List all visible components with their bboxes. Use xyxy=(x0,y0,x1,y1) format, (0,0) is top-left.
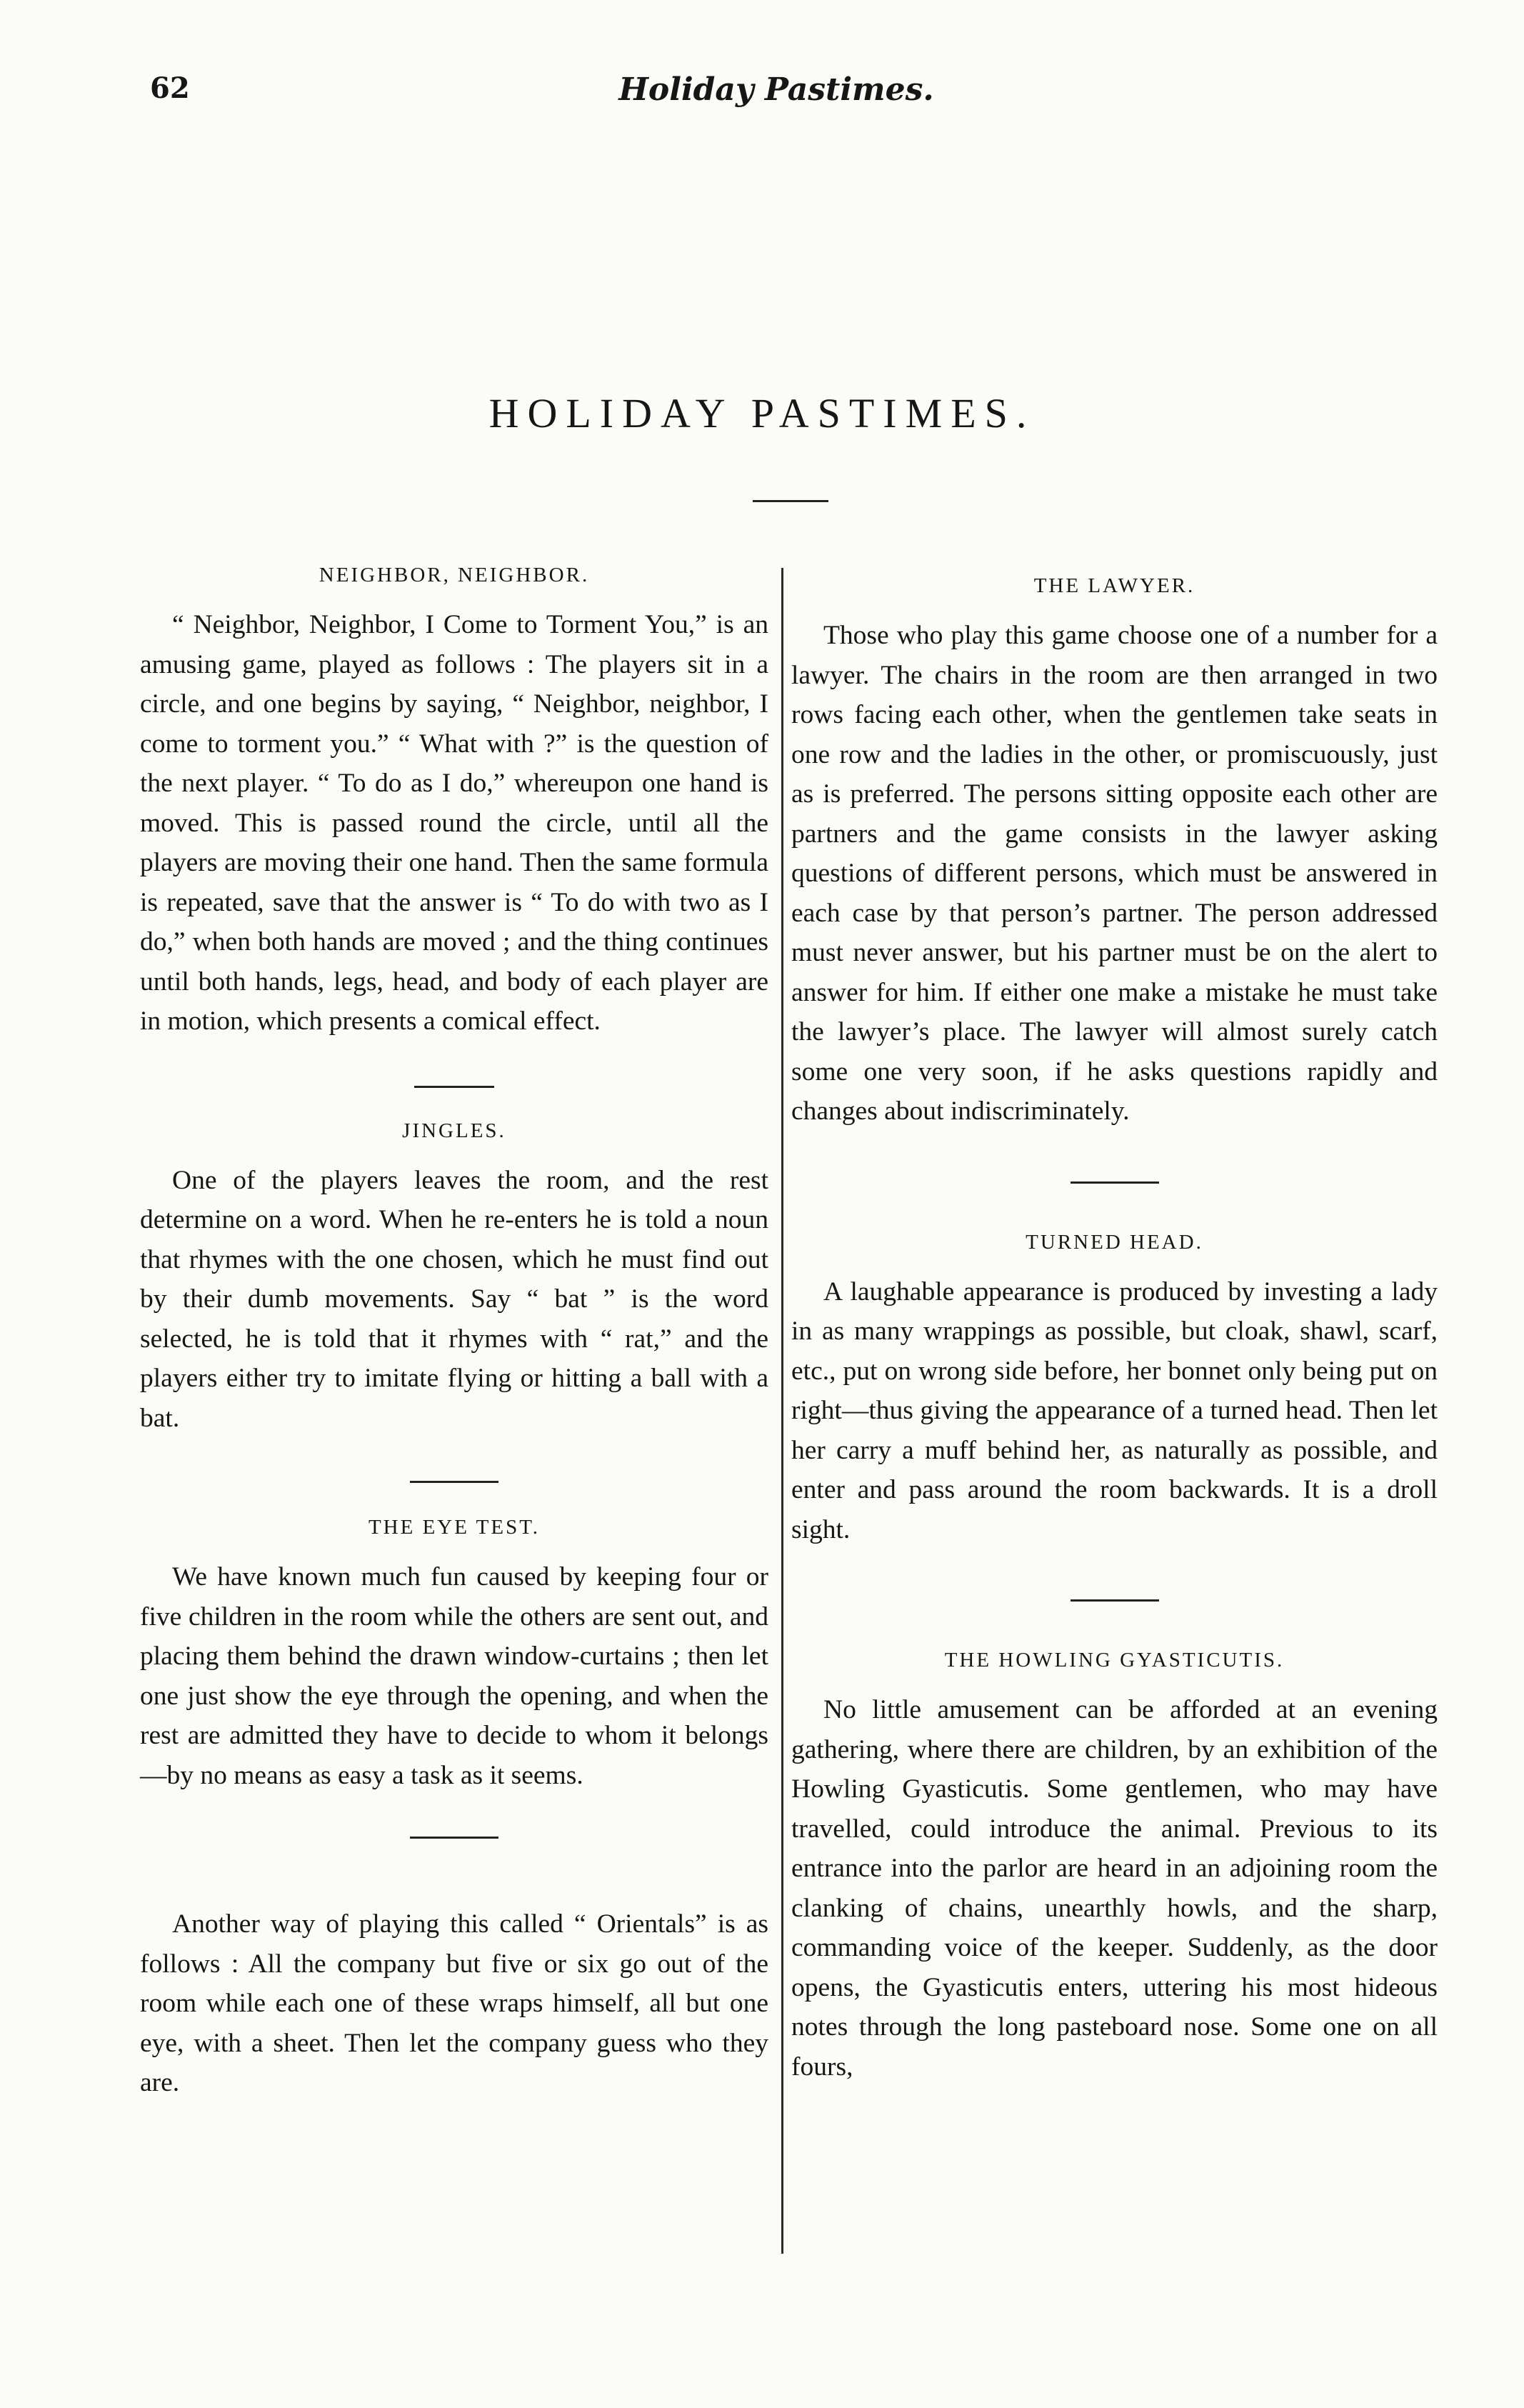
section-heading: NEIGHBOR, NEIGHBOR. xyxy=(319,564,590,586)
section-heading: THE EYE TEST. xyxy=(368,1516,541,1539)
section-heading: TURNED HEAD. xyxy=(1026,1230,1203,1254)
section-body: Another way of playing this called “ Orientals” is as follows : All the company but five or six go out of the room while each one of these wraps himself, all but one eye, with a sheet. Then let the company guess who they are. xyxy=(140,1909,768,2097)
section-body: “ Neighbor, Neighbor, I Come to Torment You,” is an amusing game, played as follows : The players sit in a circle, and one begins by saying, “ Neighbor, neighbor, I come to torment you.” “ What with ?” is the question of the next player. “ To do as I do,” whereupon one hand is moved. This is passed round the circle, until all the players are moving their one hand. Then the same formula is repeated, save that the answer is “ To do with two as I do,” when both hands are moved ; and the thing continues until both hands, legs, head, and body of each player are in motion, which presents a comical effect. xyxy=(140,610,768,1036)
section-body: A laughable appearance is produced by investing a lady in as many wrappings as possible, but cloak, shawl, scarf, etc., put on wrong side before, her bonnet only being put on right—thus giving the appearance of a turned head. Then let her carry a muff behind her, as naturally as possible, and enter and pass around the room backwards. It is a droll sight. xyxy=(791,1277,1438,1544)
section-rule xyxy=(410,1837,498,1839)
section-heading: THE HOWLING GYASTICUTIS. xyxy=(944,1649,1285,1672)
running-title: Holiday Pastimes. xyxy=(618,71,934,108)
section-rule xyxy=(410,1481,498,1483)
section-jingles xyxy=(140,1116,768,1439)
section-neighbor xyxy=(140,561,768,1041)
section-heading: JINGLES. xyxy=(402,1119,506,1142)
section-rule xyxy=(1071,1599,1159,1602)
section-rule xyxy=(414,1086,494,1088)
page-title: HOLIDAY PASTIMES. xyxy=(488,390,1036,436)
page-number: 62 xyxy=(150,71,190,105)
section-gyasticutis xyxy=(791,1646,1438,2087)
title-rule xyxy=(753,500,828,502)
section-rule xyxy=(1071,1181,1159,1184)
section-lawyer xyxy=(791,571,1438,1131)
section-body: One of the players leaves the room, and the rest determine on a word. When he re-enters he is told a noun that rhymes with the one chosen, which he must find out by their dumb movements. Say “ bat ” is the word selected, he is told that it rhymes with “ rat,” and the players either try to imitate flying or hitting a ball with a bat. xyxy=(140,1165,768,1433)
section-body: Those who play this game choose one of a number for a lawyer. The chairs in the room are then arranged in two rows facing each other, when the gentlemen take seats in one row and the ladies in the other, or promiscuously, just as is preferred. The persons sitting opposite each other are partners and the game consists in the lawyer asking questions of different persons, which must be answered in each case by that person’s partner. The person addressed must never answer, but his partner must be on the alert to answer for him. If either one make a mistake he must take the lawyer’s place. The lawyer will almost surely catch some one very soon, if he asks questions rapidly and changes about indiscriminately. xyxy=(791,621,1438,1126)
section-turned-head xyxy=(791,1228,1438,1550)
column-divider xyxy=(781,568,783,2254)
section-orientals xyxy=(140,1904,768,2103)
section-eye-test xyxy=(140,1513,768,1795)
section-body: No little amusement can be afforded at an evening gathering, where there are children, by an exhibition of the Howling Gyasticutis. Some gentlemen, who may have travelled, could introduce the animal. Previous to its entrance into the parlor are heard in an adjoining room the clanking of chains, unearthly howls, and the sharp, commanding voice of the keeper. Suddenly, as the door opens, the Gyasticutis enters, uttering his most hideous notes through the long pasteboard nose. Some one on all fours, xyxy=(791,1695,1438,2082)
right-column xyxy=(791,571,1438,2087)
section-body: We have known much fun caused by keeping four or five children in the room while the others are sent out, and placing them behind the drawn window-curtains ; then let one just show the eye through the opening, and when the rest are admitted they have to decide to whom it belongs —by no means as easy a task as it seems. xyxy=(140,1562,768,1790)
section-heading: THE LAWYER. xyxy=(1033,574,1195,597)
left-column xyxy=(140,561,768,2103)
